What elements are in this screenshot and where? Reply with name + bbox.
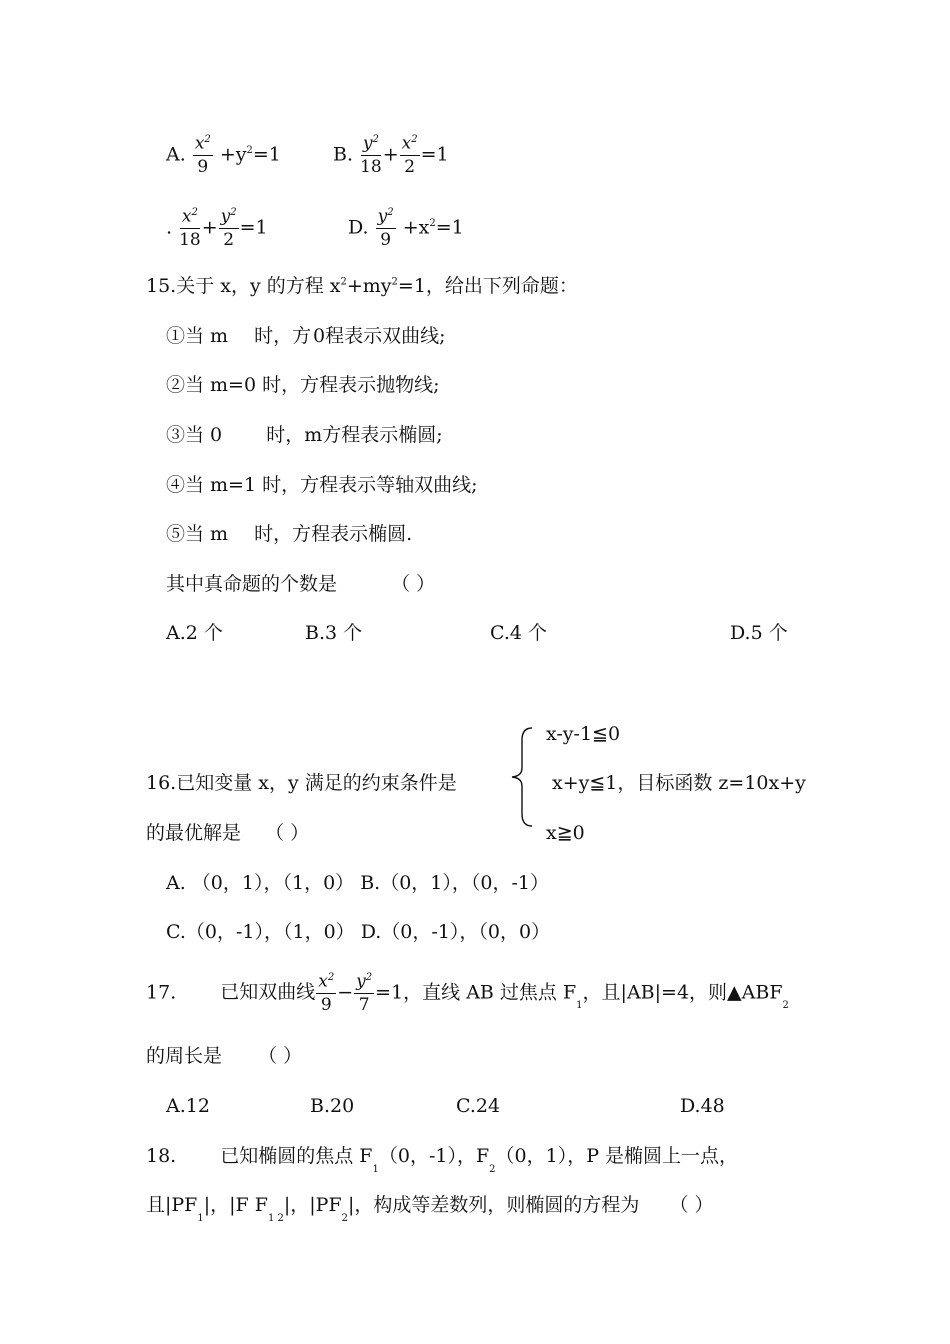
- q16-stem-line2: [146, 824, 309, 843]
- denominator: 18: [179, 229, 201, 250]
- equals: =1: [239, 216, 268, 239]
- numerator: x: [194, 133, 205, 154]
- option-text: C.（0，-1），（1，0） D.（0，-1），（0，0）: [166, 921, 551, 943]
- equals: =1: [435, 216, 464, 239]
- option-text: B.20: [310, 1095, 355, 1117]
- answer-blank: （ ）: [391, 573, 436, 595]
- question-text: 其中真命题的个数是: [166, 573, 338, 595]
- subscript: 2: [489, 1164, 496, 1175]
- q15-item-1: [166, 327, 311, 346]
- exponent: 2: [246, 145, 253, 156]
- denominator: 7: [358, 994, 370, 1015]
- item-text: ②当 m=0 时，方程表示抛物线;: [166, 374, 440, 396]
- item-text: 方程表示椭圆;: [322, 424, 443, 446]
- denominator: 9: [380, 229, 392, 250]
- option-label: B.: [333, 143, 354, 166]
- fraction: [193, 135, 213, 176]
- q15-option-a: [166, 624, 223, 643]
- fraction: [316, 973, 336, 1014]
- q16-options-cd: [166, 923, 550, 942]
- q18-stem-line2: [146, 1194, 714, 1224]
- q15-item-4: [166, 476, 478, 495]
- numerator: y: [356, 971, 366, 992]
- denominator: 2: [404, 156, 416, 177]
- stem-text: （0，-1），F: [378, 1145, 490, 1167]
- denominator: 9: [320, 994, 332, 1015]
- question-number: 18.: [146, 1145, 177, 1167]
- numerator: y: [220, 206, 231, 227]
- item-text: 时，方: [254, 523, 312, 545]
- exponent: 2: [387, 207, 394, 218]
- fraction: [219, 208, 239, 249]
- equals: =1: [375, 981, 404, 1004]
- option-text: B.3 个: [305, 622, 363, 644]
- exponent: 2: [327, 972, 335, 983]
- q15-option-c: [490, 624, 547, 643]
- equals: =1: [420, 143, 449, 166]
- operator: +: [382, 143, 399, 166]
- q17-option-c: [456, 1097, 500, 1116]
- option-label: A.: [166, 143, 186, 166]
- item-text: ⑤当 m: [166, 523, 229, 545]
- exponent: 2: [429, 218, 436, 229]
- constraint-text: x-y-1≦0: [546, 723, 621, 745]
- q17-stem-line2: [146, 1047, 302, 1066]
- exponent: 2: [372, 134, 379, 145]
- option-text: C.4 个: [490, 622, 548, 644]
- fraction: [179, 208, 201, 249]
- stem-text: ，且|AB|=4，则▲ABF: [582, 981, 783, 1004]
- stem-text: 15.关于 x，y 的方程 x: [146, 275, 341, 297]
- q15-option-b: [305, 624, 362, 643]
- answer-blank: （ ）: [669, 1194, 714, 1216]
- stem-text: ，直线 AB 过焦点 F: [403, 981, 577, 1004]
- numerator: x: [401, 133, 412, 154]
- item-text: 时，方: [254, 325, 312, 347]
- q16-constraint-2: [552, 774, 806, 793]
- constraint-text: x+y≦1，目标函数 z=10x+y: [552, 772, 806, 794]
- stem-text: 已知双曲线: [220, 981, 316, 1004]
- stem-text: |，|F F: [203, 1194, 268, 1216]
- item-text: 程表示双曲线;: [325, 325, 446, 347]
- denominator: 18: [360, 156, 382, 177]
- option-text: D.48: [680, 1095, 725, 1117]
- answer-blank: （ ）: [265, 822, 310, 844]
- q14-option-a: [166, 135, 281, 176]
- brace-icon: [508, 726, 534, 828]
- exponent: 2: [391, 276, 398, 288]
- exponent: 2: [411, 134, 418, 145]
- fraction: [400, 135, 420, 176]
- fraction: [360, 135, 382, 176]
- answer-blank: （ ）: [258, 1045, 303, 1067]
- fraction: [376, 208, 396, 249]
- option-label: D.: [348, 216, 369, 239]
- numerator: y: [377, 206, 388, 227]
- q15-item-5: [166, 525, 412, 544]
- exponent: 2: [340, 276, 347, 288]
- option-label: .: [166, 216, 173, 239]
- q14-option-d: [348, 208, 464, 249]
- q17-option-d: [680, 1097, 725, 1116]
- option-text: A.12: [166, 1095, 210, 1117]
- equals: =1: [252, 143, 281, 166]
- option-text: D.5 个: [730, 622, 788, 644]
- subscript: 1: [197, 1213, 204, 1224]
- exponent: 2: [365, 972, 373, 983]
- question-number: 17.: [146, 981, 177, 1004]
- stem-text: 的最优解是: [146, 822, 242, 844]
- option-text: A. （0，1），（1，0） B.（0，1），（0，-1）: [166, 872, 549, 894]
- numerator: x: [181, 206, 192, 227]
- term: +y: [219, 143, 247, 166]
- q15-item-2: [166, 376, 440, 395]
- fraction: [354, 973, 374, 1014]
- subscript: 1: [576, 1000, 583, 1012]
- operator: −: [337, 981, 354, 1004]
- item-text: 程表示椭圆.: [311, 523, 413, 545]
- exponent: 2: [191, 207, 198, 218]
- stem-text: +my: [346, 275, 392, 297]
- subscript: 2: [782, 1000, 789, 1012]
- item-text: 时，m: [266, 424, 323, 446]
- subscript: 1 2: [267, 1213, 284, 1224]
- q15-option-d: [730, 624, 788, 643]
- exponent: 2: [230, 207, 237, 218]
- q16-options-ab: [166, 874, 549, 893]
- q17-option-a: [166, 1097, 210, 1116]
- item-text: ③当 0: [166, 424, 223, 446]
- item-text: ④当 m=1 时，方程表示等轴双曲线;: [166, 474, 478, 496]
- term: +x: [402, 216, 430, 239]
- stem-text: 且|PF: [146, 1194, 198, 1216]
- exponent: 2: [204, 134, 211, 145]
- stem-text: |，|PF: [283, 1194, 342, 1216]
- q16-stem: [146, 774, 457, 793]
- stem-text: |，构成等差数列，则椭圆的方程为: [348, 1194, 640, 1216]
- item-text: ①当 m: [166, 325, 229, 347]
- q15-item-1-overlap: [313, 327, 446, 346]
- stem-text: =1，给出下列命题：: [397, 275, 578, 297]
- q16-constraint-3: [546, 824, 585, 843]
- option-text: C.24: [456, 1095, 501, 1117]
- q18-stem: [146, 1145, 739, 1175]
- q16-constraint-1: [546, 725, 620, 744]
- constraint-text: x≧0: [546, 822, 585, 844]
- option-text: A.2 个: [166, 622, 223, 644]
- subscript: 2: [341, 1213, 349, 1224]
- stem-text: 已知椭圆的焦点 F: [220, 1145, 373, 1167]
- numerator: y: [362, 133, 373, 154]
- stem-text: 的周长是: [146, 1045, 223, 1067]
- operator: +: [201, 216, 218, 239]
- q17-stem: [146, 973, 789, 1014]
- overlap-glyph: 0: [313, 325, 326, 347]
- q17-option-b: [310, 1097, 354, 1116]
- q15-question: [166, 575, 435, 594]
- q14-option-b: [333, 135, 449, 176]
- stem-text: 16.已知变量 x，y 满足的约束条件是: [146, 772, 457, 794]
- q15-item-3: [166, 426, 443, 445]
- denominator: 2: [223, 229, 235, 250]
- denominator: 9: [197, 156, 209, 177]
- subscript: 1: [372, 1164, 379, 1175]
- numerator: x: [318, 971, 328, 992]
- stem-text: （0，1），P 是椭圆上一点，: [495, 1145, 739, 1167]
- q15-stem: [146, 277, 578, 296]
- q14-option-c: [166, 208, 268, 249]
